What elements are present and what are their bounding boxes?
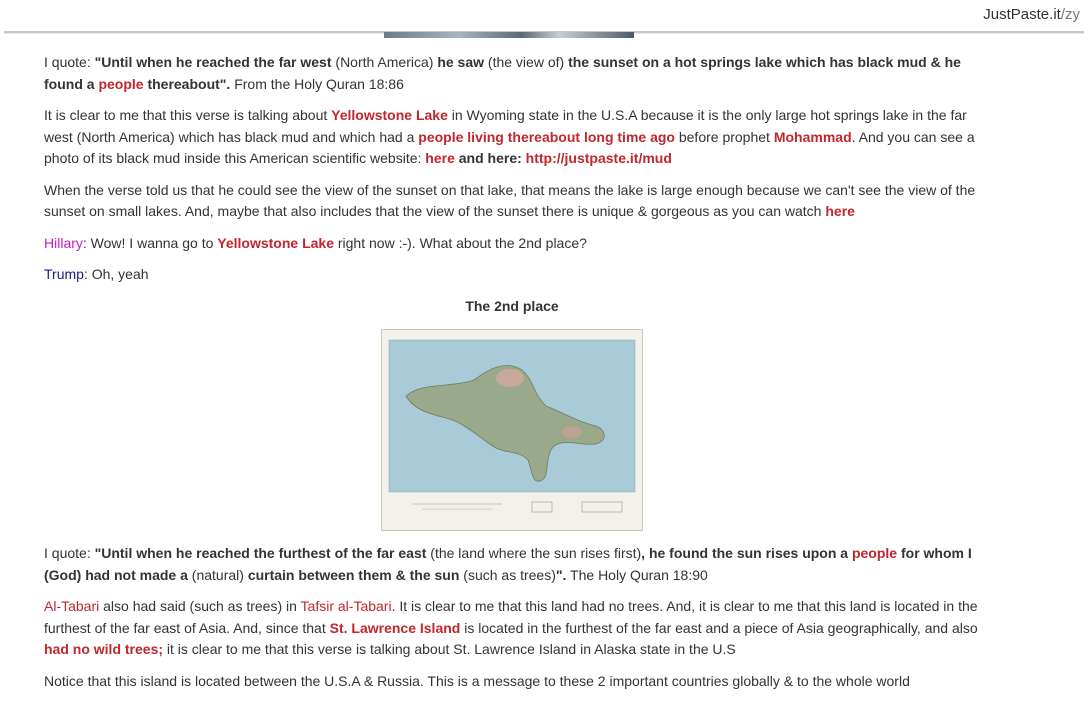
quote-paragraph-2 <box>44 543 980 586</box>
highlight-st-lawrence: St. Lawrence Island <box>329 619 461 636</box>
highlight-no-trees: had no wild trees; <box>44 641 164 657</box>
text: (the view of) <box>484 54 569 70</box>
paragraph-yellowstone <box>44 105 980 170</box>
text: right now :-). What about the 2nd place? <box>333 234 587 251</box>
island-map-image <box>381 329 643 531</box>
text: (natural) <box>187 566 248 583</box>
brand-suffix: /zy <box>1060 6 1080 23</box>
bold-text: ". <box>555 566 567 583</box>
dialog-hillary <box>44 233 980 255</box>
speaker-trump: Trump <box>44 266 84 282</box>
tafsir-link[interactable]: Tafsir al-Tabari <box>300 598 392 614</box>
article-content <box>44 52 980 702</box>
bold-text: , he found the sun rises upon a <box>641 545 852 561</box>
text: before prophet <box>674 128 774 145</box>
paragraph-sunset <box>44 180 980 223</box>
text: also had said (such as trees) in <box>99 598 301 614</box>
text: (such as trees) <box>459 566 556 583</box>
here-link-2[interactable]: here <box>825 203 855 219</box>
bold-text: the sunset on a hot springs lake which has black mud & he found a <box>44 54 961 92</box>
text: Notice that this island is located between the U.S.A & Russia. This is a message to these 2 important countries globally & to the whole world <box>44 672 910 689</box>
island-map-icon <box>382 330 642 530</box>
tabari-link[interactable]: Al-Tabari <box>44 598 100 614</box>
text: : Oh, yeah <box>83 266 149 282</box>
top-image-remnant <box>384 32 634 38</box>
paragraph-notice <box>44 671 980 693</box>
highlight-yellowstone: Yellowstone Lake <box>217 234 334 251</box>
speaker-hillary: Hillary <box>44 234 83 251</box>
paragraph-tabari <box>44 596 980 661</box>
text: (North America) <box>331 54 438 70</box>
map-container <box>44 329 980 531</box>
dialog-trump <box>44 264 980 286</box>
highlight-people: people <box>98 75 144 92</box>
text: is located in the furthest of the far east and a piece of Asia geographically, and also <box>460 619 978 636</box>
text: . And you can see a photo of its black mud inside this American scientific website: <box>44 128 975 166</box>
highlight-mohammad: Mohammad <box>773 128 852 145</box>
site-brand-link[interactable] <box>983 6 1080 23</box>
text: it is clear to me that this verse is talking about St. Lawrence Island in Alaska state in the U.S <box>163 641 736 657</box>
text: When the verse told us that he could see the view of the sunset on that lake, that means the lake is large enough because we can't see the view of the sunset on small lakes. And, maybe that also includes that the view of the sunset there is unique & gorgeous as you can watch <box>44 181 976 219</box>
text: (the land where the sun rises first) <box>426 545 642 561</box>
bold-text: for whom I (God) had not made a <box>44 545 972 583</box>
bold-text: curtain between them & the sun <box>247 566 460 583</box>
header-bar <box>0 0 1088 34</box>
text: in Wyoming state in the U.S.A because it is the only large hot springs lake in the far west (North America) which has black mud and which had a <box>44 107 967 145</box>
bold-text: and here: <box>454 150 526 166</box>
text: I quote: <box>44 54 95 70</box>
highlight-people-living: people living thereabout long time ago <box>418 128 675 145</box>
highlight-people: people <box>851 545 898 561</box>
here-link-1[interactable]: here <box>425 150 455 166</box>
text: . It is clear to me that this land had no trees. And, it is clear to me that this land is located in the furthest of the far east of Asia. And, since that <box>44 598 978 636</box>
mud-link[interactable]: http://justpaste.it/mud <box>525 150 672 166</box>
bold-text: he saw <box>437 54 485 70</box>
bold-text: "Until when he reached the far west <box>94 54 332 70</box>
text: The Holy Quran 18:90 <box>566 566 708 583</box>
highlight-yellowstone: Yellowstone Lake <box>331 107 448 123</box>
text: I quote: <box>44 545 95 561</box>
section-title: The 2nd place <box>465 297 559 314</box>
brand-name: JustPaste.it <box>983 6 1061 23</box>
text: It is clear to me that this verse is talking about <box>44 107 332 123</box>
bold-text: "Until when he reached the furthest of the far east <box>94 545 427 561</box>
bold-text: thereabout". <box>143 75 231 92</box>
quote-paragraph-1 <box>44 52 980 95</box>
text: From the Holy Quran 18:86 <box>230 75 404 92</box>
text: : Wow! I wanna go to <box>82 234 218 251</box>
